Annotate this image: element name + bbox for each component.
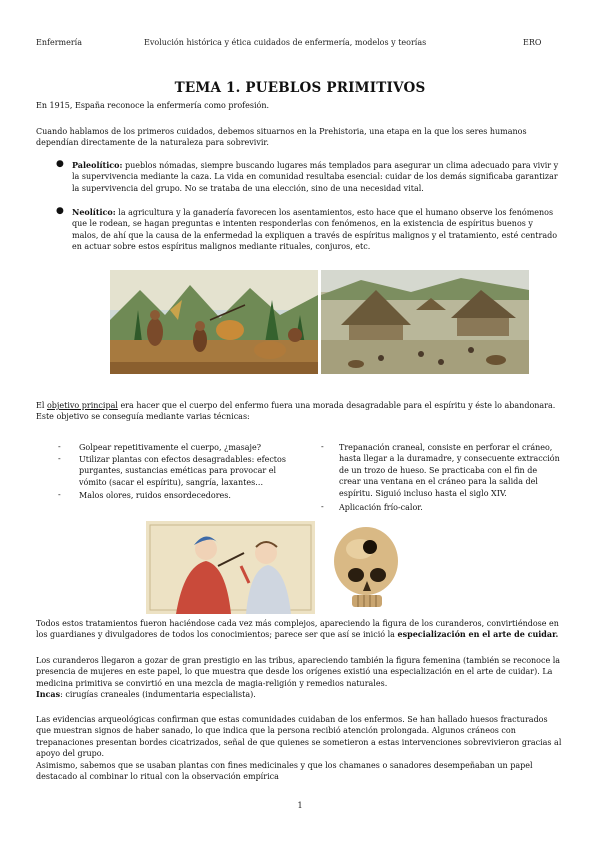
bullet-paleolithic	[72, 160, 560, 194]
treatments-text: Todos estos tratamientos fueron haciéndose cada vez más complejos, apareciendo la figura de los curanderos, convirtiéndose en los guardianes y divulgadores de todos los conocimientos; parece ser que así se inició la	[36, 619, 559, 640]
bullet-dot: ●	[56, 159, 64, 169]
objective-underlined: objetivo principal	[46, 401, 118, 410]
dash-marker: -	[321, 502, 324, 511]
bullet-paleolithic-text: pueblos nómadas, siempre buscando lugares más templados para asegurar un clima adecuado para vivir y la supervivencia mediante la caza. La vida en comunidad resultaba esencial: cuidar de los demás significaba garantizar la supervivencia del grupo. No se trataba de una elección, sino de una necesidad vital.	[72, 161, 559, 193]
dash-marker: -	[58, 442, 61, 451]
intro-paragraph: En 1915, España reconoce la enfermería como profesión.	[36, 101, 270, 110]
header-course: Evolución histórica y ética cuidados de enfermería, modelos y teorías	[144, 38, 427, 47]
technique-right-2: Aplicación frío-calor.	[339, 503, 423, 512]
treatments-bold: especialización en el arte de cuidar.	[397, 629, 559, 640]
incas-paragraph	[36, 689, 562, 700]
objective-paragraph	[36, 400, 562, 423]
bullet-neolithic-lead: Neolítico:	[72, 207, 116, 217]
technique-left-2: Utilizar plantas con efectos desagradables: efectos purgantes, sustancias eméticas para provocar el vómito (sacar el espíritu), sangría, laxantes…	[79, 455, 286, 487]
page-title: TEMA 1. PUEBLOS PRIMITIVOS	[174, 80, 426, 96]
header-subject: Enfermería	[36, 38, 82, 47]
dash-marker: -	[321, 442, 324, 451]
page-number: 1	[297, 801, 303, 810]
objective-post: era hacer que el cuerpo del enfermo fuera una morada desagradable para el espíritu y éste lo abandonara. Este objetivo se conseguía mediante varias técnicas:	[36, 401, 556, 422]
bullet-paleolithic-lead: Paleolítico:	[72, 160, 123, 170]
incas-text: : cirugías craneales (indumentaria especialista).	[60, 690, 256, 699]
plants-paragraph: Asimismo, sabemos que se usaban plantas con fines medicinales y que los chamanes o sanadores desempeñaban un papel destacado al combinar lo ritual con la observación empírica	[36, 761, 533, 782]
bullet-neolithic-text: la agricultura y la ganadería favorecen los asentamientos, esto hace que el humano observe los fenómenos que le rodean, se hagan preguntas e intenten responderlas con fenómenos, en la existencia de espíritus buenos y malos, de ahí que la causa de la enfermedad la expliquen a través de espíritus malignos y el tratamiento, esté centrado en actuar sobre estos espíritus malignos mediante rituales, conjuros, etc.	[72, 208, 558, 252]
objective-pre: El	[36, 401, 47, 410]
prehistory-paragraph: Cuando hablamos de los primeros cuidados, debemos situarnos en la Prehistoria, una etapa en la que los seres humanos dependían directamente de la naturaleza para sobrevivir.	[36, 127, 527, 148]
bullet-dot: ●	[56, 206, 64, 216]
bullet-neolithic	[72, 207, 560, 253]
technique-left-1: Golpear repetitivamente el cuerpo, ¿masaje?	[79, 443, 262, 452]
paleolithic-hunting-illustration	[110, 270, 318, 374]
incas-lead: Incas	[36, 689, 61, 699]
dash-marker: -	[58, 454, 61, 463]
neolithic-village-illustration	[321, 270, 529, 374]
header-initials: ERO	[523, 38, 542, 47]
healers-paragraph: Los curanderos llegaron a gozar de gran prestigio en las tribus, apareciendo también la figura femenina (también se reconoce la presencia de mujeres en este papel, lo que muestra que desde los orígenes existió una especialización en el arte de cuidar). La medicina primitiva se convirtió en una mezcla de magia-religión y remedios naturales.	[36, 656, 561, 688]
technique-left-3: Malos olores, ruidos ensordecedores.	[79, 491, 231, 500]
dash-marker: -	[58, 490, 61, 499]
treatments-paragraph	[36, 618, 562, 641]
trepanned-skull-image	[330, 523, 402, 615]
evidence-paragraph: Las evidencias arqueológicas confirman que estas comunidades cuidaban de los enfermos. Se han hallado huesos fracturados que muestran signos de haber sanado, lo que indica que la persona recibió atención prolongada. Algunos cráneos con trepanaciones presentan bordes cicatrizados, señal de que quienes se sometieron a estas intervenciones sobrevivieron gracias al apoyo del grupo.	[36, 715, 562, 759]
technique-right-1: Trepanación craneal, consiste en perforar el cráneo, hasta llegar a la duramadre, y consecuente extracción de un trozo de hueso. Se practicaba con el fin de crear una ventana en el cráneo para la salida del espíritu. Siguió incluso hasta el siglo XIV.	[339, 443, 560, 498]
trepanation-illustration	[146, 521, 315, 614]
